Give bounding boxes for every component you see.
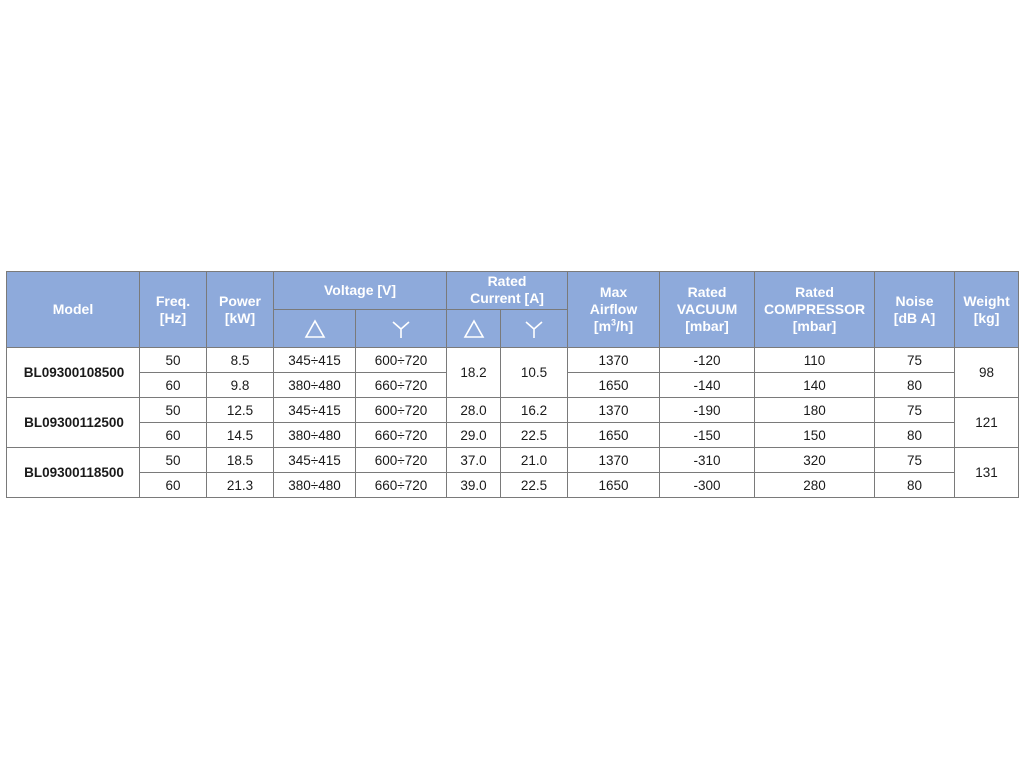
noise-cell: 75: [875, 448, 955, 473]
voltage-star-cell: 660÷720: [356, 373, 447, 398]
power-cell: 21.3: [207, 473, 274, 498]
voltage-star-cell: 600÷720: [356, 448, 447, 473]
col-current-unit: Current [A]: [470, 290, 544, 306]
current-star-cell: 22.5: [501, 423, 568, 448]
power-cell: 18.5: [207, 448, 274, 473]
voltage-delta-header: [274, 310, 356, 348]
table-row: [7, 398, 1019, 423]
current-star-cell: 22.5: [501, 473, 568, 498]
col-power-unit: [kW]: [224, 309, 256, 326]
airflow-cell: 1650: [568, 473, 660, 498]
table-row: [7, 348, 1019, 373]
airflow-unit-part2: /h]: [616, 318, 634, 334]
compressor-cell: 150: [755, 423, 875, 448]
voltage-star-header: [356, 310, 447, 348]
col-noise: [875, 272, 955, 348]
voltage-delta-cell: 380÷480: [274, 473, 356, 498]
col-weight-label: Weight: [963, 292, 1010, 309]
col-compressor-unit: [mbar]: [792, 318, 837, 334]
airflow-cell: 1650: [568, 373, 660, 398]
col-vacuum-unit: [mbar]: [685, 318, 729, 334]
vacuum-cell: -310: [660, 448, 755, 473]
weight-cell: 121: [955, 398, 1019, 448]
col-freq: [140, 272, 207, 348]
freq-cell: 60: [140, 473, 207, 498]
col-current-label: Rated: [487, 273, 527, 289]
vacuum-cell: -150: [660, 423, 755, 448]
compressor-cell: 140: [755, 373, 875, 398]
current-star-cell: 16.2: [501, 398, 568, 423]
col-model-label: Model: [52, 301, 94, 317]
col-noise-label: Noise: [895, 292, 934, 309]
col-power: [207, 272, 274, 348]
weight-cell: 98: [955, 348, 1019, 398]
current-delta-cell: 39.0: [447, 473, 501, 498]
col-airflow-unit: [568, 318, 659, 335]
col-weight: [955, 272, 1019, 348]
col-compressor-label-2: COMPRESSOR: [763, 301, 866, 317]
compressor-cell: 180: [755, 398, 875, 423]
table-row: [7, 423, 1019, 448]
current-star-cell: 21.0: [501, 448, 568, 473]
voltage-delta-cell: 345÷415: [274, 448, 356, 473]
delta-connection-icon: [463, 319, 485, 339]
col-vacuum: [660, 272, 755, 348]
airflow-cell: 1370: [568, 398, 660, 423]
freq-cell: 50: [140, 398, 207, 423]
current-delta-header: [447, 310, 501, 348]
col-airflow-label-2: Airflow: [589, 301, 638, 317]
col-compressor: [755, 272, 875, 348]
freq-cell: 60: [140, 373, 207, 398]
table-row: [7, 448, 1019, 473]
table-body: [7, 348, 1019, 498]
freq-cell: 50: [140, 448, 207, 473]
compressor-cell: 110: [755, 348, 875, 373]
compressor-cell: 280: [755, 473, 875, 498]
noise-cell: 75: [875, 348, 955, 373]
weight-cell: 131: [955, 448, 1019, 498]
noise-cell: 80: [875, 473, 955, 498]
noise-cell: 80: [875, 373, 955, 398]
col-airflow: [568, 272, 660, 348]
current-star-cell: 10.5: [501, 348, 568, 398]
power-cell: 12.5: [207, 398, 274, 423]
airflow-cell: 1370: [568, 348, 660, 373]
col-vacuum-label-1: Rated: [687, 284, 727, 300]
noise-cell: 80: [875, 423, 955, 448]
col-airflow-label-1: Max: [599, 284, 628, 300]
col-model: [7, 272, 140, 348]
voltage-delta-cell: 380÷480: [274, 423, 356, 448]
col-weight-unit: [kg]: [973, 309, 1000, 326]
voltage-delta-cell: 345÷415: [274, 348, 356, 373]
current-delta-cell: 28.0: [447, 398, 501, 423]
vacuum-cell: -140: [660, 373, 755, 398]
star-connection-icon: [523, 319, 545, 339]
airflow-unit-exponent: 3: [611, 317, 617, 328]
compressor-cell: 320: [755, 448, 875, 473]
col-freq-label: Freq.: [155, 292, 191, 309]
current-delta-cell: 37.0: [447, 448, 501, 473]
airflow-cell: 1370: [568, 448, 660, 473]
voltage-star-cell: 660÷720: [356, 423, 447, 448]
airflow-unit-part1: [m: [593, 318, 612, 334]
airflow-cell: 1650: [568, 423, 660, 448]
col-voltage: [274, 272, 447, 310]
current-delta-cell: 18.2: [447, 348, 501, 398]
power-cell: 9.8: [207, 373, 274, 398]
col-compressor-label-1: Rated: [795, 284, 834, 300]
col-power-label: Power: [218, 292, 261, 309]
model-cell: BL09300108500: [7, 348, 140, 398]
power-cell: 14.5: [207, 423, 274, 448]
current-delta-cell: 29.0: [447, 423, 501, 448]
noise-cell: 75: [875, 398, 955, 423]
vacuum-cell: -120: [660, 348, 755, 373]
power-cell: 8.5: [207, 348, 274, 373]
col-noise-unit: [dB A]: [893, 309, 936, 326]
model-cell: BL09300112500: [7, 398, 140, 448]
model-cell: BL09300118500: [7, 448, 140, 498]
freq-cell: 60: [140, 423, 207, 448]
vacuum-cell: -300: [660, 473, 755, 498]
delta-connection-icon: [304, 319, 326, 339]
col-vacuum-label-2: VACUUM: [676, 301, 738, 317]
current-star-header: [501, 310, 568, 348]
col-freq-unit: [Hz]: [159, 309, 187, 326]
table-header: [7, 272, 1019, 348]
spec-table: [6, 271, 1019, 498]
voltage-star-cell: 660÷720: [356, 473, 447, 498]
voltage-star-cell: 600÷720: [356, 398, 447, 423]
voltage-delta-cell: 345÷415: [274, 398, 356, 423]
table-row: [7, 473, 1019, 498]
col-voltage-label: Voltage [V]: [323, 282, 397, 298]
col-current: [447, 272, 568, 310]
freq-cell: 50: [140, 348, 207, 373]
voltage-delta-cell: 380÷480: [274, 373, 356, 398]
voltage-star-cell: 600÷720: [356, 348, 447, 373]
star-connection-icon: [390, 319, 412, 339]
vacuum-cell: -190: [660, 398, 755, 423]
